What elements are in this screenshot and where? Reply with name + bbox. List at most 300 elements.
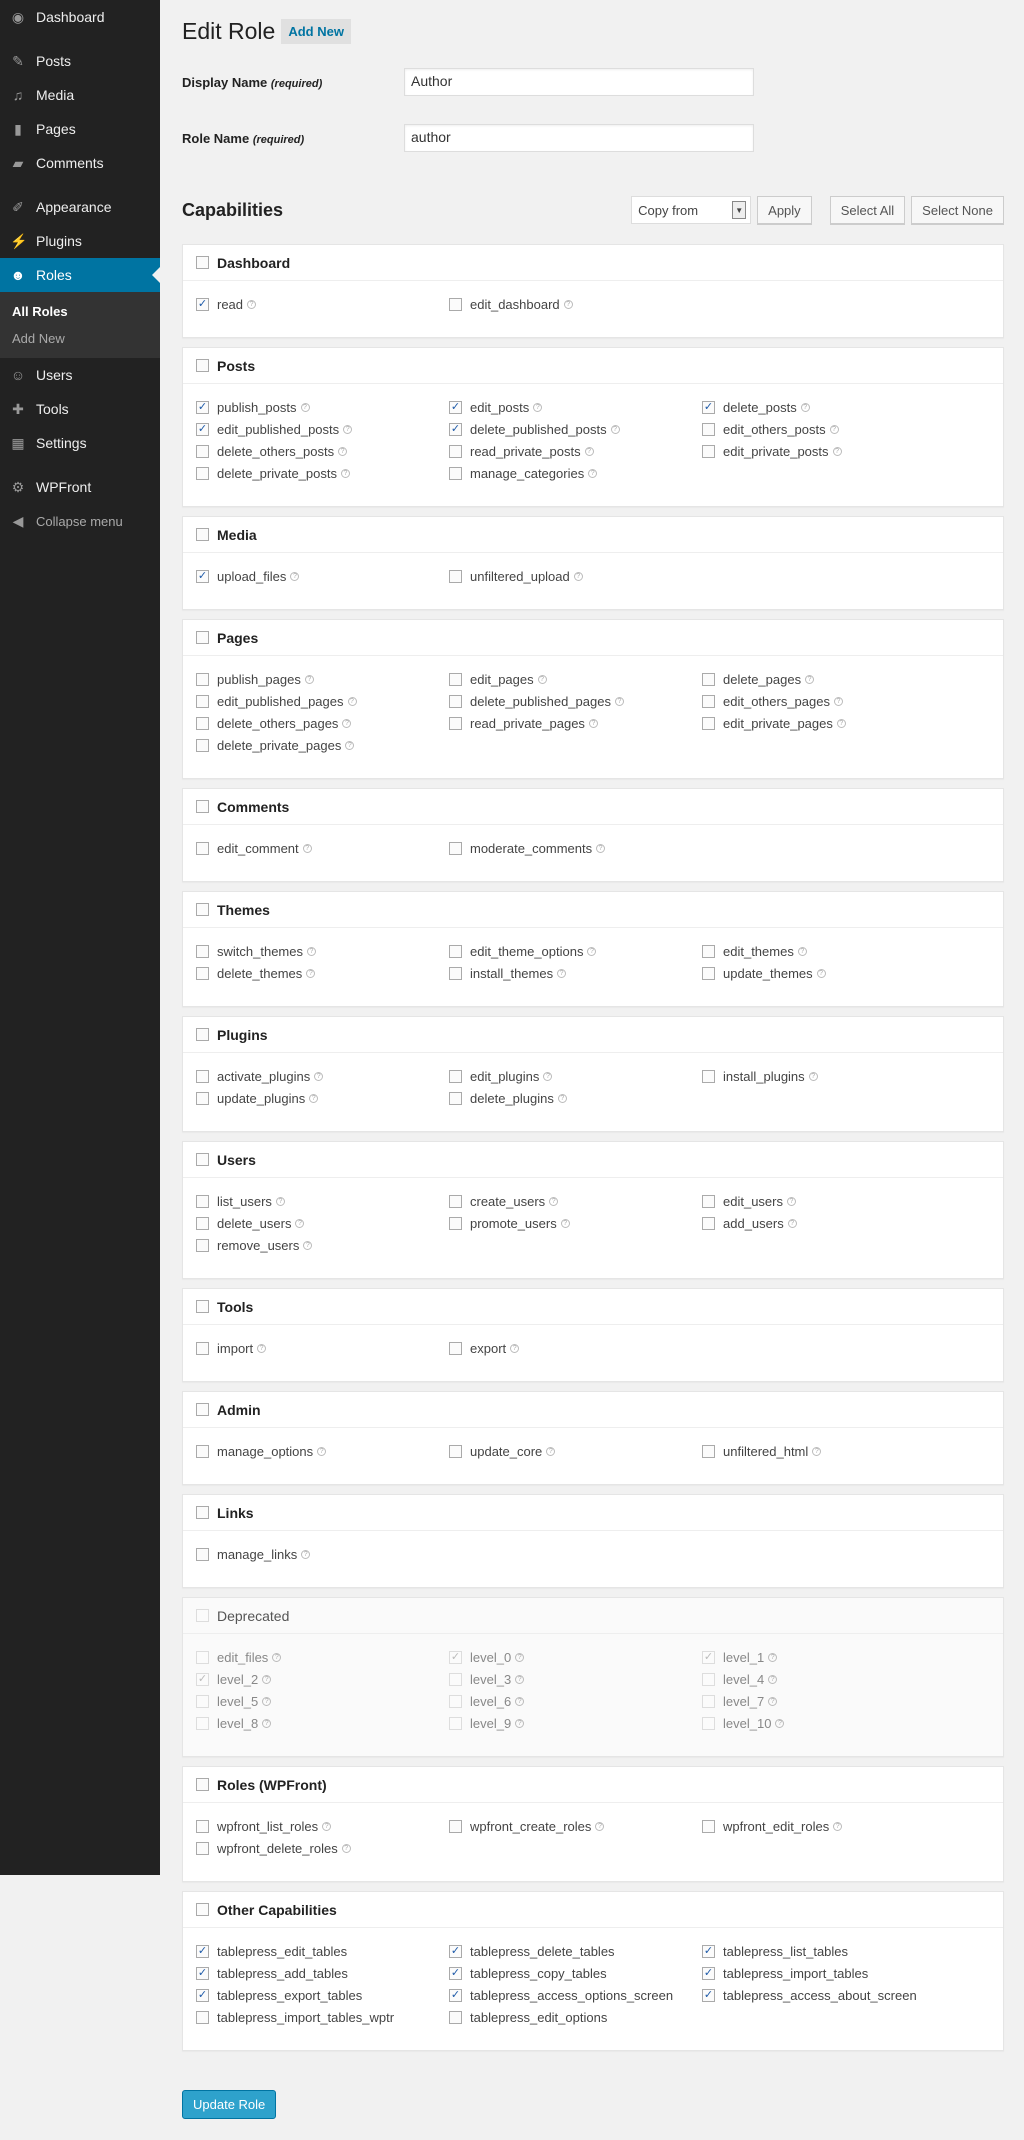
help-icon[interactable]: ? <box>543 1072 552 1081</box>
capability-item <box>702 668 955 690</box>
sidebar-item-plugins[interactable] <box>0 224 160 258</box>
capability-checkbox[interactable] <box>449 842 462 855</box>
group-title: Deprecated <box>217 1607 290 1624</box>
capability-checkbox[interactable]: ✓ <box>197 422 208 435</box>
help-icon[interactable]: ? <box>307 947 316 956</box>
help-icon[interactable]: ? <box>809 1072 818 1081</box>
help-icon[interactable]: ? <box>303 1241 312 1250</box>
capability-checkbox[interactable] <box>449 717 462 730</box>
help-icon[interactable]: ? <box>306 969 315 978</box>
capability-label: manage_links <box>217 1546 298 1562</box>
capability-group-roles-wpfront <box>182 1766 1004 1882</box>
capability-checkbox[interactable] <box>196 1842 209 1855</box>
capability-checkbox[interactable] <box>196 1070 209 1083</box>
help-icon[interactable]: ? <box>549 1197 558 1206</box>
group-header <box>183 1017 1003 1053</box>
sidebar-item-appearance[interactable] <box>0 190 160 224</box>
capability-item <box>702 690 955 712</box>
sidebar-item-label: Plugins <box>36 233 82 249</box>
page-header <box>182 18 1004 45</box>
help-icon[interactable]: ? <box>561 1219 570 1228</box>
sidebar-item-label: Roles <box>36 267 72 283</box>
role-name-input[interactable]: author <box>404 124 754 152</box>
capability-label: tablepress_access_options_screen <box>470 1987 674 2003</box>
capability-checkbox[interactable] <box>196 842 209 855</box>
help-icon[interactable]: ? <box>805 675 814 684</box>
sidebar-item-comments[interactable] <box>0 146 160 180</box>
capability-item <box>196 462 449 484</box>
group-title: Posts <box>217 357 256 374</box>
sidebar-item-roles[interactable] <box>0 258 160 292</box>
capability-item <box>702 1962 955 1984</box>
capability-item <box>449 1087 702 1109</box>
help-icon[interactable]: ? <box>309 1094 318 1103</box>
group-select-all-checkbox[interactable] <box>196 359 209 372</box>
capability-checkbox[interactable] <box>702 1820 715 1833</box>
capability-label: edit_private_posts <box>723 443 829 459</box>
help-icon[interactable]: ? <box>775 1719 784 1728</box>
capability-label: wpfront_edit_roles <box>723 1818 830 1834</box>
help-icon[interactable]: ? <box>303 844 312 853</box>
group-capabilities <box>183 1634 1003 1756</box>
capability-item <box>449 712 702 734</box>
group-header <box>183 1289 1003 1325</box>
capability-checkbox[interactable] <box>196 1548 209 1561</box>
capability-checkbox <box>196 1695 209 1708</box>
capability-checkbox[interactable] <box>702 695 715 708</box>
help-icon[interactable]: ? <box>262 1697 271 1706</box>
group-title: Tools <box>217 1298 254 1315</box>
help-icon[interactable]: ? <box>305 675 314 684</box>
capability-label: tablepress_delete_tables <box>470 1943 615 1959</box>
capability-label: create_users <box>470 1193 546 1209</box>
group-select-all-checkbox[interactable] <box>196 1028 209 1041</box>
capability-checkbox[interactable] <box>449 1092 462 1105</box>
group-header <box>183 1392 1003 1428</box>
capability-label: edit_pages <box>470 671 534 687</box>
capability-checkbox[interactable] <box>449 1820 462 1833</box>
help-icon[interactable]: ? <box>290 572 299 581</box>
capability-checkbox[interactable] <box>449 445 462 458</box>
apply-button[interactable]: Apply <box>757 196 812 224</box>
capability-checkbox <box>702 1717 715 1730</box>
help-icon[interactable]: ? <box>830 425 839 434</box>
help-icon[interactable]: ? <box>546 1447 555 1456</box>
capability-checkbox[interactable]: ✓ <box>197 400 208 413</box>
plugin-icon: ⚡ <box>10 233 28 249</box>
capability-label: level_9 <box>470 1715 512 1731</box>
capability-checkbox[interactable] <box>449 1070 462 1083</box>
group-title: Pages <box>217 629 259 646</box>
capability-checkbox[interactable] <box>449 570 462 583</box>
help-icon[interactable]: ? <box>538 675 547 684</box>
copy-from-select[interactable] <box>631 196 751 224</box>
capability-label: edit_published_pages <box>217 693 344 709</box>
capability-checkbox[interactable] <box>449 1217 462 1230</box>
capability-group-pages <box>182 619 1004 779</box>
capability-item <box>702 962 955 984</box>
capability-checkbox[interactable]: ✓ <box>450 422 461 435</box>
capability-label: unfiltered_html <box>723 1443 809 1459</box>
select-none-button[interactable]: Select None <box>911 196 1004 224</box>
capability-item <box>449 837 702 859</box>
capability-item <box>702 712 955 734</box>
capability-label: update_core <box>470 1443 543 1459</box>
help-icon[interactable]: ? <box>596 844 605 853</box>
help-icon[interactable]: ? <box>812 1447 821 1456</box>
group-select-all-checkbox[interactable] <box>196 1300 209 1313</box>
help-icon[interactable]: ? <box>515 1653 524 1662</box>
role-name-label <box>182 131 404 146</box>
capability-label: tablepress_list_tables <box>723 1943 849 1959</box>
capability-checkbox[interactable] <box>196 717 209 730</box>
capability-checkbox[interactable] <box>702 1217 715 1230</box>
capability-checkbox[interactable]: ✓ <box>450 1944 461 1957</box>
capability-checkbox[interactable] <box>196 673 209 686</box>
help-icon[interactable]: ? <box>343 425 352 434</box>
capability-item <box>702 1190 955 1212</box>
sidebar-item-collapse-menu[interactable] <box>0 504 160 538</box>
capability-checkbox[interactable] <box>702 717 715 730</box>
group-select-all-checkbox[interactable] <box>196 1506 209 1519</box>
required-note: (required) <box>270 77 323 90</box>
help-icon[interactable]: ? <box>515 1675 524 1684</box>
capability-label: list_users <box>217 1193 272 1209</box>
group-title: Plugins <box>217 1026 268 1043</box>
help-icon[interactable]: ? <box>314 1072 323 1081</box>
help-icon[interactable]: ? <box>317 1447 326 1456</box>
capability-item <box>196 396 449 418</box>
capability-label: install_plugins <box>723 1068 805 1084</box>
group-header <box>183 1892 1003 1928</box>
sidebar-item-media[interactable] <box>0 78 160 112</box>
group-select-all-checkbox[interactable] <box>196 1778 209 1791</box>
capability-checkbox[interactable] <box>449 298 462 311</box>
capability-group-themes <box>182 891 1004 1007</box>
help-icon[interactable]: ? <box>262 1675 271 1684</box>
capability-item <box>196 1984 449 2006</box>
capability-item <box>449 396 702 418</box>
capability-label: level_7 <box>723 1693 765 1709</box>
capability-label: tablepress_import_tables <box>723 1965 869 1981</box>
capability-checkbox[interactable]: ✓ <box>197 1944 208 1957</box>
help-icon[interactable]: ? <box>833 1822 842 1831</box>
help-icon[interactable]: ? <box>768 1697 777 1706</box>
group-title: Admin <box>217 1401 261 1418</box>
help-icon[interactable]: ? <box>301 403 310 412</box>
help-icon[interactable]: ? <box>338 447 347 456</box>
capability-label: edit_private_pages <box>723 715 833 731</box>
menu-separator <box>0 34 160 44</box>
group-select-all-checkbox[interactable] <box>196 1153 209 1166</box>
capability-checkbox[interactable] <box>702 1195 715 1208</box>
capability-checkbox[interactable] <box>196 1445 209 1458</box>
capability-checkbox[interactable] <box>702 673 715 686</box>
help-icon[interactable]: ? <box>322 1822 331 1831</box>
capability-checkbox[interactable]: ✓ <box>703 400 714 413</box>
capability-checkbox[interactable] <box>449 695 462 708</box>
capability-label: delete_others_posts <box>217 443 335 459</box>
capability-checkbox[interactable] <box>196 1195 209 1208</box>
capability-checkbox[interactable] <box>196 967 209 980</box>
group-header <box>183 1142 1003 1178</box>
help-icon[interactable]: ? <box>585 447 594 456</box>
sidebar-item-label: Collapse menu <box>36 513 123 529</box>
capability-checkbox[interactable] <box>449 2011 462 2024</box>
help-icon[interactable]: ? <box>611 425 620 434</box>
help-icon[interactable]: ? <box>817 969 826 978</box>
group-capabilities <box>183 281 1003 337</box>
capability-group-plugins <box>182 1016 1004 1132</box>
capability-item <box>449 2006 702 2028</box>
capability-label: level_3 <box>470 1671 512 1687</box>
capability-label: edit_published_posts <box>217 421 340 437</box>
capability-item <box>449 1190 702 1212</box>
capability-label: tablepress_export_tables <box>217 1987 363 2003</box>
group-capabilities <box>183 1178 1003 1278</box>
sidebar-item-tools[interactable] <box>0 392 160 426</box>
capability-label: promote_users <box>470 1215 557 1231</box>
sidebar-item-wpfront[interactable] <box>0 470 160 504</box>
group-capabilities <box>183 553 1003 609</box>
capability-checkbox[interactable] <box>449 1445 462 1458</box>
help-icon[interactable]: ? <box>262 1719 271 1728</box>
capability-item <box>449 418 702 440</box>
capability-item <box>702 1668 955 1690</box>
help-icon[interactable]: ? <box>345 741 354 750</box>
capability-label: wpfront_list_roles <box>217 1818 319 1834</box>
help-icon[interactable]: ? <box>564 300 573 309</box>
capability-checkbox[interactable]: ✓ <box>703 1988 714 2001</box>
help-icon[interactable]: ? <box>788 1219 797 1228</box>
capability-group-posts <box>182 347 1004 507</box>
capability-group-other-capabilities <box>182 1891 1004 2051</box>
sidebar-item-dashboard[interactable] <box>0 0 160 34</box>
capability-item <box>196 1190 449 1212</box>
capability-checkbox <box>702 1695 715 1708</box>
sidebar-item-posts[interactable] <box>0 44 160 78</box>
help-icon[interactable]: ? <box>533 403 542 412</box>
sidebar-item-users[interactable] <box>0 358 160 392</box>
group-select-all-checkbox[interactable] <box>196 800 209 813</box>
capability-label: moderate_comments <box>470 840 593 856</box>
user-icon: ☺ <box>10 367 26 383</box>
help-icon[interactable]: ? <box>295 1219 304 1228</box>
capability-label: delete_themes <box>217 965 303 981</box>
capability-checkbox[interactable] <box>196 739 209 752</box>
help-icon[interactable]: ? <box>301 1550 310 1559</box>
capability-label: tablepress_access_about_screen <box>723 1987 917 2003</box>
capability-label: import <box>217 1340 254 1356</box>
help-icon[interactable]: ? <box>833 447 842 456</box>
menu-separator <box>0 180 160 190</box>
help-icon[interactable]: ? <box>348 697 357 706</box>
help-icon[interactable]: ? <box>342 719 351 728</box>
help-icon[interactable]: ? <box>587 947 596 956</box>
capability-checkbox[interactable] <box>449 467 462 480</box>
capability-checkbox[interactable] <box>196 1217 209 1230</box>
group-select-all-checkbox[interactable] <box>196 1403 209 1416</box>
capability-checkbox[interactable] <box>449 967 462 980</box>
help-icon[interactable]: ? <box>247 300 256 309</box>
sidebar-item-pages[interactable] <box>0 112 160 146</box>
capability-item <box>702 418 955 440</box>
help-icon[interactable]: ? <box>558 1094 567 1103</box>
capability-checkbox[interactable] <box>702 445 715 458</box>
capability-checkbox[interactable]: ✓ <box>197 1966 208 1979</box>
help-icon[interactable]: ? <box>257 1344 266 1353</box>
update-role-button[interactable]: Update Role <box>182 2090 276 2119</box>
capability-checkbox[interactable] <box>449 673 462 686</box>
capability-label: manage_categories <box>470 465 585 481</box>
help-icon[interactable]: ? <box>615 697 624 706</box>
capability-checkbox[interactable]: ✓ <box>703 1944 714 1957</box>
capability-checkbox[interactable] <box>196 445 209 458</box>
group-header <box>183 789 1003 825</box>
submenu-item-all-roles[interactable]: All Roles <box>12 304 68 319</box>
help-icon[interactable]: ? <box>342 1844 351 1853</box>
capability-label: level_1 <box>723 1649 765 1665</box>
comment-icon: ▰ <box>12 155 24 171</box>
capability-item <box>449 1646 702 1668</box>
capability-item <box>196 293 449 315</box>
group-capabilities <box>183 1803 1003 1881</box>
capability-item <box>196 1940 449 1962</box>
display-name-input[interactable]: Author <box>404 68 754 96</box>
capability-item <box>449 1065 702 1087</box>
capability-checkbox[interactable]: ✓ <box>197 1988 208 2001</box>
capability-checkbox[interactable] <box>196 945 209 958</box>
help-icon[interactable]: ? <box>557 969 566 978</box>
capabilities-title: Capabilities <box>182 199 284 220</box>
capability-checkbox[interactable]: ✓ <box>450 400 461 413</box>
capability-label: upload_files <box>217 568 287 584</box>
help-icon[interactable]: ? <box>837 719 846 728</box>
sidebar-item-label: Comments <box>36 155 104 171</box>
capability-checkbox[interactable]: ✓ <box>197 297 208 310</box>
capability-checkbox[interactable] <box>702 1070 715 1083</box>
group-capabilities <box>183 384 1003 506</box>
capability-checkbox[interactable] <box>196 1820 209 1833</box>
help-icon[interactable]: ? <box>272 1653 281 1662</box>
capability-label: delete_private_posts <box>217 465 337 481</box>
capability-item <box>196 1087 449 1109</box>
capability-checkbox[interactable] <box>196 467 209 480</box>
capability-label: wpfront_create_roles <box>470 1818 592 1834</box>
capability-item <box>702 1984 955 2006</box>
capability-item <box>449 668 702 690</box>
capability-group-dashboard <box>182 244 1004 338</box>
capability-checkbox[interactable] <box>702 423 715 436</box>
help-icon[interactable]: ? <box>834 697 843 706</box>
sidebar-item-label: Tools <box>36 401 69 417</box>
sidebar-item-label: WPFront <box>36 479 92 495</box>
capability-checkbox[interactable] <box>449 1342 462 1355</box>
sidebar-item-settings[interactable] <box>0 426 160 460</box>
sidebar-item-label: Appearance <box>36 199 112 215</box>
capability-item <box>196 440 449 462</box>
sidebar-item-label: Users <box>36 367 73 383</box>
capability-item <box>449 462 702 484</box>
submenu-item-add-new[interactable]: Add New <box>12 331 65 346</box>
help-icon[interactable]: ? <box>787 1197 796 1206</box>
help-icon[interactable]: ? <box>798 947 807 956</box>
role-name-row <box>182 123 1004 153</box>
group-select-all-checkbox[interactable] <box>196 631 209 644</box>
capability-label: tablepress_add_tables <box>217 1965 348 1981</box>
capability-checkbox[interactable]: ✓ <box>450 1966 461 1979</box>
capability-checkbox[interactable] <box>196 2011 209 2024</box>
capability-label: delete_posts <box>723 399 797 415</box>
submenu <box>0 292 160 358</box>
capability-item <box>196 940 449 962</box>
help-icon[interactable]: ? <box>589 719 598 728</box>
capability-label: edit_others_pages <box>723 693 830 709</box>
help-icon[interactable]: ? <box>768 1653 777 1662</box>
capability-label: remove_users <box>217 1237 300 1253</box>
help-icon[interactable]: ? <box>515 1697 524 1706</box>
help-icon[interactable]: ? <box>588 469 597 478</box>
capability-item <box>702 1690 955 1712</box>
add-new-button[interactable]: Add New <box>281 19 351 44</box>
group-select-all-checkbox[interactable] <box>196 528 209 541</box>
capability-label: level_5 <box>217 1693 259 1709</box>
group-capabilities <box>183 825 1003 881</box>
help-icon[interactable]: ? <box>574 572 583 581</box>
capability-checkbox[interactable]: ✓ <box>703 1966 714 1979</box>
capability-checkbox[interactable] <box>702 967 715 980</box>
capability-checkbox: ✓ <box>450 1650 461 1663</box>
capability-checkbox[interactable] <box>702 945 715 958</box>
capability-label: level_0 <box>470 1649 512 1665</box>
capability-checkbox[interactable] <box>196 1342 209 1355</box>
help-icon[interactable]: ? <box>801 403 810 412</box>
capability-checkbox[interactable] <box>449 1195 462 1208</box>
group-header <box>183 620 1003 656</box>
help-icon[interactable]: ? <box>515 1719 524 1728</box>
capability-checkbox[interactable] <box>196 1239 209 1252</box>
help-icon[interactable]: ? <box>341 469 350 478</box>
capability-checkbox[interactable] <box>196 695 209 708</box>
pin-icon: ✎ <box>12 53 24 69</box>
capability-checkbox[interactable]: ✓ <box>197 569 208 582</box>
group-title: Dashboard <box>217 254 291 271</box>
help-icon[interactable]: ? <box>595 1822 604 1831</box>
capability-checkbox[interactable] <box>449 945 462 958</box>
capability-checkbox[interactable]: ✓ <box>450 1988 461 2001</box>
capability-item <box>196 690 449 712</box>
group-select-all-checkbox[interactable] <box>196 1903 209 1916</box>
select-all-button[interactable]: Select All <box>830 196 905 224</box>
capability-label: unfiltered_upload <box>470 568 570 584</box>
help-icon[interactable]: ? <box>276 1197 285 1206</box>
group-select-all-checkbox[interactable] <box>196 256 209 269</box>
capability-checkbox[interactable] <box>702 1445 715 1458</box>
help-icon[interactable]: ? <box>510 1344 519 1353</box>
capability-label: level_6 <box>470 1693 512 1709</box>
capability-checkbox[interactable] <box>196 1092 209 1105</box>
capability-item <box>196 1065 449 1087</box>
help-icon[interactable]: ? <box>768 1675 777 1684</box>
capability-label: level_4 <box>723 1671 765 1687</box>
group-header <box>183 348 1003 384</box>
capability-label: manage_options <box>217 1443 314 1459</box>
group-title: Links <box>217 1504 254 1521</box>
group-select-all-checkbox[interactable] <box>196 903 209 916</box>
capability-item <box>196 1815 449 1837</box>
users-icon: ☻ <box>10 267 26 283</box>
capability-item <box>702 1440 955 1462</box>
